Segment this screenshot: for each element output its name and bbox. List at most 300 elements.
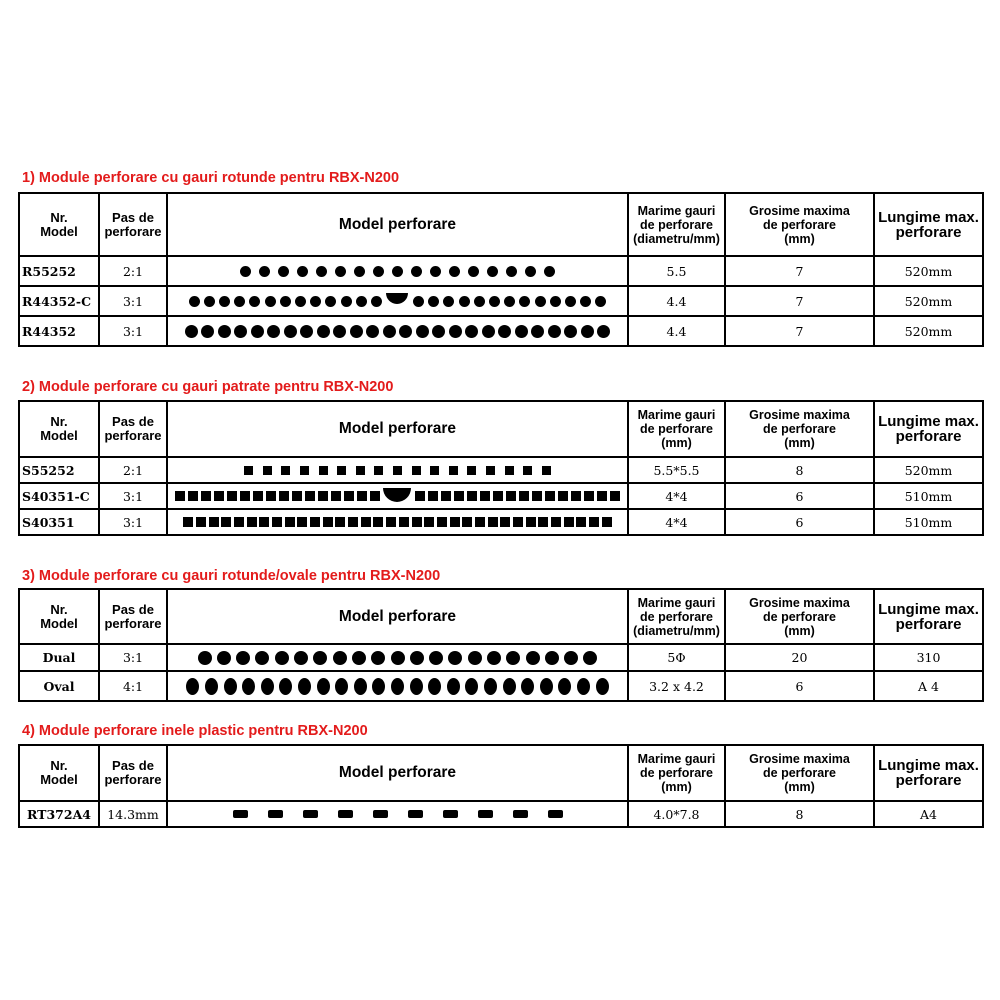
square-hole	[542, 466, 551, 475]
round-hole	[399, 325, 412, 338]
square-hole	[488, 517, 498, 527]
round-hole	[465, 325, 478, 338]
round-hole	[545, 651, 559, 665]
thickness-cell: 6	[725, 671, 874, 701]
square-hole	[505, 466, 514, 475]
pattern-cell	[167, 286, 628, 316]
header-model: Nr. Model	[19, 745, 99, 801]
oval-hole	[354, 678, 367, 695]
square-hole	[370, 491, 380, 501]
pitch-cell: 3:1	[99, 286, 167, 316]
round-hole	[535, 296, 546, 307]
round-hole	[341, 296, 352, 307]
header-pattern: Model perforare	[167, 401, 628, 457]
header-pattern: Model perforare	[167, 745, 628, 801]
model-cell: S40351-C	[19, 483, 99, 509]
round-hole	[373, 266, 384, 277]
table-round-oval-holes	[18, 588, 984, 702]
round-hole	[280, 296, 291, 307]
square-hole	[374, 466, 383, 475]
square-hole	[234, 517, 244, 527]
square-hole	[545, 491, 555, 501]
table-square-holes	[18, 400, 984, 536]
pitch-cell: 3:1	[99, 483, 167, 509]
square-hole	[399, 517, 409, 527]
round-hole	[265, 296, 276, 307]
round-hole	[189, 296, 200, 307]
round-hole	[498, 325, 511, 338]
round-hole	[218, 325, 231, 338]
ring-slot	[443, 810, 458, 818]
square-hole	[285, 517, 295, 527]
pitch-cell: 14.3mm	[99, 801, 167, 827]
oval-hole	[242, 678, 255, 695]
oval-hole	[577, 678, 590, 695]
round-hole	[371, 651, 385, 665]
square-hole	[348, 517, 358, 527]
round-hole	[428, 296, 439, 307]
pitch-cell: 4:1	[99, 671, 167, 701]
table-row	[19, 801, 983, 827]
square-hole	[201, 491, 211, 501]
oval-hole	[391, 678, 404, 695]
square-hole	[319, 466, 328, 475]
oval-hole	[410, 678, 423, 695]
pitch-cell: 3:1	[99, 509, 167, 535]
square-hole	[247, 517, 257, 527]
oval-hole	[465, 678, 478, 695]
square-hole	[386, 517, 396, 527]
round-hole	[278, 266, 289, 277]
oval-hole	[186, 678, 199, 695]
section-title-3: 3) Module perforare cu gauri rotunde/ovale pentru RBX-N200	[22, 568, 441, 584]
round-hole	[468, 266, 479, 277]
oval-hole	[224, 678, 237, 695]
round-hole	[506, 651, 520, 665]
square-hole	[538, 517, 548, 527]
thickness-cell: 8	[725, 801, 874, 827]
square-hole	[266, 491, 276, 501]
square-hole	[558, 491, 568, 501]
round-hole	[449, 266, 460, 277]
cutout-hole	[383, 488, 411, 502]
length-cell: 310	[874, 644, 983, 671]
round-hole	[564, 651, 578, 665]
section-title-2: 2) Module perforare cu gauri patrate pentru RBX-N200	[22, 379, 394, 395]
oval-hole	[484, 678, 497, 695]
length-cell: 510mm	[874, 483, 983, 509]
hole-size-cell: 4*4	[628, 483, 725, 509]
header-model: Nr. Model	[19, 401, 99, 457]
round-hole	[430, 266, 441, 277]
round-hole	[333, 651, 347, 665]
oval-hole	[261, 678, 274, 695]
round-hole	[392, 266, 403, 277]
round-hole	[201, 325, 214, 338]
header-pitch: Pas de perforare	[99, 589, 167, 644]
round-hole	[459, 296, 470, 307]
header-hole-size: Marime gauri de perforare (diametru/mm)	[628, 589, 725, 644]
oval-hole	[205, 678, 218, 695]
hole-size-cell: 3.2 x 4.2	[628, 671, 725, 701]
thickness-cell: 7	[725, 286, 874, 316]
square-hole	[610, 491, 620, 501]
round-hole	[275, 651, 289, 665]
square-hole	[323, 517, 333, 527]
square-hole	[300, 466, 309, 475]
square-hole	[361, 517, 371, 527]
oval-hole	[317, 678, 330, 695]
round-hole	[413, 296, 424, 307]
round-hole	[597, 325, 610, 338]
square-hole	[344, 491, 354, 501]
round-hole	[580, 296, 591, 307]
round-hole	[219, 296, 230, 307]
square-hole	[281, 466, 290, 475]
round-hole	[504, 296, 515, 307]
round-hole	[240, 266, 251, 277]
round-hole	[316, 266, 327, 277]
square-hole	[551, 517, 561, 527]
oval-hole	[279, 678, 292, 695]
square-hole	[467, 466, 476, 475]
round-hole	[236, 651, 250, 665]
square-hole	[597, 491, 607, 501]
table-row	[19, 457, 983, 483]
round-hole	[468, 651, 482, 665]
round-hole	[259, 266, 270, 277]
hole-size-cell: 5.5*5.5	[628, 457, 725, 483]
square-hole	[272, 517, 282, 527]
header-thickness: Grosime maxima de perforare (mm)	[725, 193, 874, 256]
round-hole	[198, 651, 212, 665]
round-hole	[595, 296, 606, 307]
ring-slot	[548, 810, 563, 818]
pitch-cell: 2:1	[99, 256, 167, 286]
ring-slot	[408, 810, 423, 818]
pattern-cell	[167, 644, 628, 671]
oval-hole	[428, 678, 441, 695]
header-length: Lungime max. perforare	[874, 745, 983, 801]
square-hole	[227, 491, 237, 501]
oval-hole	[596, 678, 609, 695]
round-hole	[564, 325, 577, 338]
round-hole	[335, 266, 346, 277]
pattern-cell	[167, 671, 628, 701]
square-hole	[428, 491, 438, 501]
round-hole	[234, 296, 245, 307]
round-hole	[371, 296, 382, 307]
header-thickness: Grosime maxima de perforare (mm)	[725, 589, 874, 644]
round-hole	[295, 296, 306, 307]
square-hole	[519, 491, 529, 501]
square-hole	[259, 517, 269, 527]
round-hole	[217, 651, 231, 665]
round-hole	[432, 325, 445, 338]
round-hole	[350, 325, 363, 338]
round-hole	[487, 651, 501, 665]
header-model: Nr. Model	[19, 193, 99, 256]
square-hole	[532, 491, 542, 501]
pattern-cell	[167, 509, 628, 535]
header-pattern: Model perforare	[167, 193, 628, 256]
section-title-1: 1) Module perforare cu gauri rotunde pentru RBX-N200	[22, 170, 400, 186]
table-row	[19, 256, 983, 286]
oval-hole	[372, 678, 385, 695]
thickness-cell: 7	[725, 316, 874, 346]
round-hole	[449, 325, 462, 338]
round-hole	[416, 325, 429, 338]
round-hole	[294, 651, 308, 665]
header-pitch: Pas de perforare	[99, 745, 167, 801]
table-row	[19, 483, 983, 509]
section-title-4: 4) Module perforare inele plastic pentru RBX-N200	[22, 723, 368, 739]
round-hole	[383, 325, 396, 338]
square-hole	[467, 491, 477, 501]
model-cell: Oval	[19, 671, 99, 701]
length-cell: 520mm	[874, 286, 983, 316]
square-hole	[240, 491, 250, 501]
length-cell: 510mm	[874, 509, 983, 535]
header-model: Nr. Model	[19, 589, 99, 644]
round-hole	[448, 651, 462, 665]
cutout-hole	[386, 293, 408, 304]
square-hole	[310, 517, 320, 527]
oval-hole	[540, 678, 553, 695]
square-hole	[475, 517, 485, 527]
oval-hole	[521, 678, 534, 695]
square-hole	[506, 491, 516, 501]
square-hole	[526, 517, 536, 527]
round-hole	[548, 325, 561, 338]
oval-hole	[503, 678, 516, 695]
pitch-cell: 3:1	[99, 644, 167, 671]
square-hole	[571, 491, 581, 501]
model-cell: Dual	[19, 644, 99, 671]
hole-size-cell: 4.4	[628, 316, 725, 346]
round-hole	[391, 651, 405, 665]
header-hole-size: Marime gauri de perforare (mm)	[628, 745, 725, 801]
square-hole	[279, 491, 289, 501]
hole-size-cell: 5Φ	[628, 644, 725, 671]
round-hole	[310, 296, 321, 307]
round-hole	[234, 325, 247, 338]
round-hole	[300, 325, 313, 338]
square-hole	[564, 517, 574, 527]
pitch-cell: 2:1	[99, 457, 167, 483]
length-cell: A4	[874, 801, 983, 827]
square-hole	[523, 466, 532, 475]
square-hole	[214, 491, 224, 501]
model-cell: R44352-C	[19, 286, 99, 316]
model-cell: S40351	[19, 509, 99, 535]
square-hole	[196, 517, 206, 527]
square-hole	[584, 491, 594, 501]
round-hole	[356, 296, 367, 307]
square-hole	[480, 491, 490, 501]
square-hole	[221, 517, 231, 527]
thickness-cell: 7	[725, 256, 874, 286]
square-hole	[297, 517, 307, 527]
header-length: Lungime max. perforare	[874, 193, 983, 256]
square-hole	[175, 491, 185, 501]
square-hole	[493, 491, 503, 501]
square-hole	[183, 517, 193, 527]
header-pattern: Model perforare	[167, 589, 628, 644]
round-hole	[354, 266, 365, 277]
round-hole	[185, 325, 198, 338]
ring-slot	[373, 810, 388, 818]
pattern-cell	[167, 457, 628, 483]
round-hole	[325, 296, 336, 307]
ring-slot	[478, 810, 493, 818]
round-hole	[482, 325, 495, 338]
hole-size-cell: 4.4	[628, 286, 725, 316]
round-hole	[565, 296, 576, 307]
square-hole	[602, 517, 612, 527]
round-hole	[581, 325, 594, 338]
round-hole	[515, 325, 528, 338]
ring-slot	[268, 810, 283, 818]
hole-size-cell: 5.5	[628, 256, 725, 286]
model-cell: R44352	[19, 316, 99, 346]
length-cell: A 4	[874, 671, 983, 701]
square-hole	[335, 517, 345, 527]
square-hole	[415, 491, 425, 501]
square-hole	[441, 491, 451, 501]
model-cell: S55252	[19, 457, 99, 483]
oval-hole	[298, 678, 311, 695]
round-hole	[333, 325, 346, 338]
table-row	[19, 286, 983, 316]
pitch-cell: 3:1	[99, 316, 167, 346]
thickness-cell: 8	[725, 457, 874, 483]
round-hole	[506, 266, 517, 277]
square-hole	[576, 517, 586, 527]
square-hole	[393, 466, 402, 475]
ring-slot	[513, 810, 528, 818]
square-hole	[430, 466, 439, 475]
round-hole	[313, 651, 327, 665]
table-row	[19, 644, 983, 671]
square-hole	[412, 517, 422, 527]
square-hole	[513, 517, 523, 527]
round-hole	[411, 266, 422, 277]
pattern-cell	[167, 483, 628, 509]
header-pitch: Pas de perforare	[99, 401, 167, 457]
square-hole	[449, 466, 458, 475]
round-hole	[443, 296, 454, 307]
pattern-cell	[167, 801, 628, 827]
thickness-cell: 20	[725, 644, 874, 671]
round-hole	[366, 325, 379, 338]
square-hole	[412, 466, 421, 475]
square-hole	[305, 491, 315, 501]
table-round-holes	[18, 192, 984, 347]
round-hole	[489, 296, 500, 307]
round-hole	[352, 651, 366, 665]
pattern-cell	[167, 256, 628, 286]
square-hole	[450, 517, 460, 527]
length-cell: 520mm	[874, 457, 983, 483]
square-hole	[357, 491, 367, 501]
round-hole	[429, 651, 443, 665]
header-length: Lungime max. perforare	[874, 589, 983, 644]
square-hole	[188, 491, 198, 501]
round-hole	[267, 325, 280, 338]
round-hole	[550, 296, 561, 307]
hole-size-cell: 4*4	[628, 509, 725, 535]
header-thickness: Grosime maxima de perforare (mm)	[725, 401, 874, 457]
header-hole-size: Marime gauri de perforare (diametru/mm)	[628, 193, 725, 256]
square-hole	[318, 491, 328, 501]
ring-slot	[233, 810, 248, 818]
round-hole	[474, 296, 485, 307]
square-hole	[292, 491, 302, 501]
square-hole	[486, 466, 495, 475]
ring-slot	[338, 810, 353, 818]
oval-hole	[447, 678, 460, 695]
round-hole	[249, 296, 260, 307]
square-hole	[253, 491, 263, 501]
table-row	[19, 316, 983, 346]
header-row	[19, 745, 983, 801]
square-hole	[437, 517, 447, 527]
header-row	[19, 401, 983, 457]
round-hole	[410, 651, 424, 665]
pattern-cell	[167, 316, 628, 346]
header-hole-size: Marime gauri de perforare (mm)	[628, 401, 725, 457]
round-hole	[519, 296, 530, 307]
square-hole	[462, 517, 472, 527]
square-hole	[356, 466, 365, 475]
round-hole	[297, 266, 308, 277]
square-hole	[589, 517, 599, 527]
round-hole	[317, 325, 330, 338]
oval-hole	[335, 678, 348, 695]
header-thickness: Grosime maxima de perforare (mm)	[725, 745, 874, 801]
thickness-cell: 6	[725, 483, 874, 509]
square-hole	[454, 491, 464, 501]
header-pitch: Pas de perforare	[99, 193, 167, 256]
round-hole	[544, 266, 555, 277]
square-hole	[263, 466, 272, 475]
thickness-cell: 6	[725, 509, 874, 535]
table-row	[19, 509, 983, 535]
square-hole	[209, 517, 219, 527]
square-hole	[500, 517, 510, 527]
table-plastic-rings	[18, 744, 984, 828]
round-hole	[284, 325, 297, 338]
round-hole	[526, 651, 540, 665]
length-cell: 520mm	[874, 256, 983, 286]
header-length: Lungime max. perforare	[874, 401, 983, 457]
round-hole	[251, 325, 264, 338]
square-hole	[337, 466, 346, 475]
header-row	[19, 589, 983, 644]
table-row	[19, 671, 983, 701]
length-cell: 520mm	[874, 316, 983, 346]
round-hole	[531, 325, 544, 338]
oval-hole	[558, 678, 571, 695]
square-hole	[331, 491, 341, 501]
round-hole	[525, 266, 536, 277]
round-hole	[487, 266, 498, 277]
hole-size-cell: 4.0*7.8	[628, 801, 725, 827]
round-hole	[583, 651, 597, 665]
header-row	[19, 193, 983, 256]
model-cell: RT372A4	[19, 801, 99, 827]
